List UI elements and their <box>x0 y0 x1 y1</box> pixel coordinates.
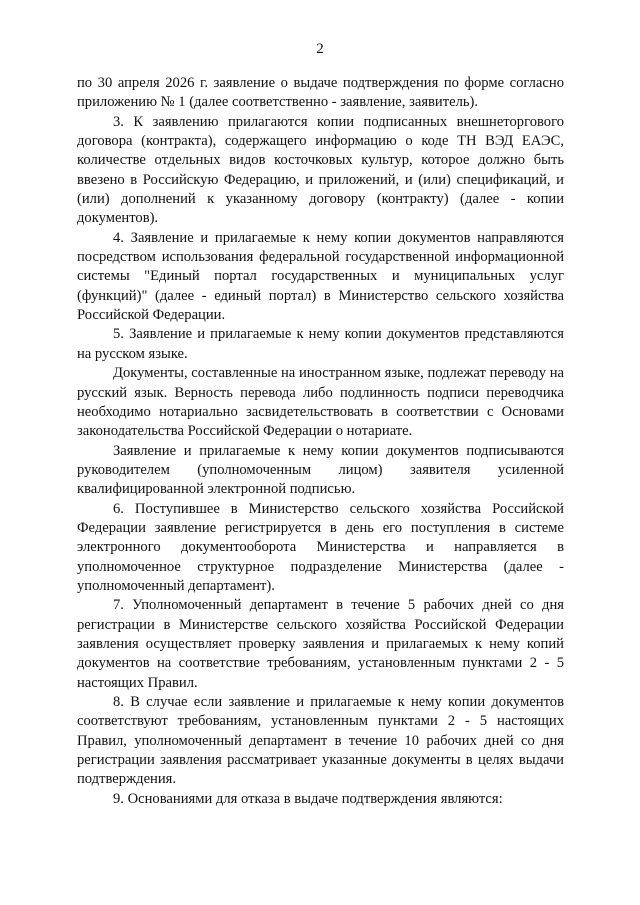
paragraph-signature: Заявление и прилагаемые к нему копии документов подписываются руководителем (уполномоченным лицом) заявителя усиленной квалифицированной электронной подписью. <box>77 442 564 498</box>
paragraph-item-4: 4. Заявление и прилагаемые к нему копии документов направляются посредством использования федеральной государственной информационной системы "Единый портал государственных и муниципальных услуг (функций)" (далее - единый портал) в Министерство сельского хозяйства Российской Федерации. <box>77 229 564 324</box>
paragraph-item-3: 3. К заявлению прилагаются копии подписанных внешнеторгового договора (контракта), содержащего информацию о коде ТН ВЭД ЕАЭС, количестве отдельных видов косточковых культур, которое должно быть ввезено в Российскую Федерацию, и приложений, и (или) спецификаций, и (или) дополнений к указанному договору (контракту) (далее - копии документов). <box>77 113 564 227</box>
paragraph-item-7: 7. Уполномоченный департамент в течение 5 рабочих дней со дня регистрации в Министерстве сельского хозяйства Российской Федерации заявления осуществляет проверку заявления и прилагаемых к нему копий документов на соответствие требованиям, установленным пунктами 2 - 5 настоящих Правил. <box>77 597 564 691</box>
paragraph-continuation: по 30 апреля 2026 г. заявление о выдаче подтверждения по форме согласно приложению № 1 (далее соответственно - заявление, заявитель). <box>77 75 564 111</box>
paragraph-item-6: 6. Поступившее в Министерство сельского хозяйства Российской Федерации заявление регистрируется в день его поступления в системе электронного документооборота Министерства и направляется в уполномоченное структурное подразделение Министерства (далее - уполномоченный департамент). <box>77 500 564 594</box>
paragraph-item-9: 9. Основаниями для отказа в выдаче подтверждения являются: <box>113 790 503 807</box>
paragraph-item-5: 5. Заявление и прилагаемые к нему копии документов представляются на русском языке. <box>77 326 564 362</box>
paragraph-item-8: 8. В случае если заявление и прилагаемые к нему копии документов соответствуют требованиям, установленным пунктами 2 - 5 настоящих Правил, уполномоченный департамент в течение 10 рабочих дней со дня регистрации заявления рассматривает указанные документы в целях выдачи подтверждения. <box>77 694 564 788</box>
document-body <box>77 74 564 809</box>
page-number: 2 <box>316 41 324 57</box>
paragraph-foreign-documents: Документы, составленные на иностранном языке, подлежат переводу на русский язык. Верность перевода либо подлинность подписи переводчика необходимо нотариально засвидетельствовать в соответствии с Основами законодательства Российской Федерации о нотариате. <box>77 365 564 440</box>
